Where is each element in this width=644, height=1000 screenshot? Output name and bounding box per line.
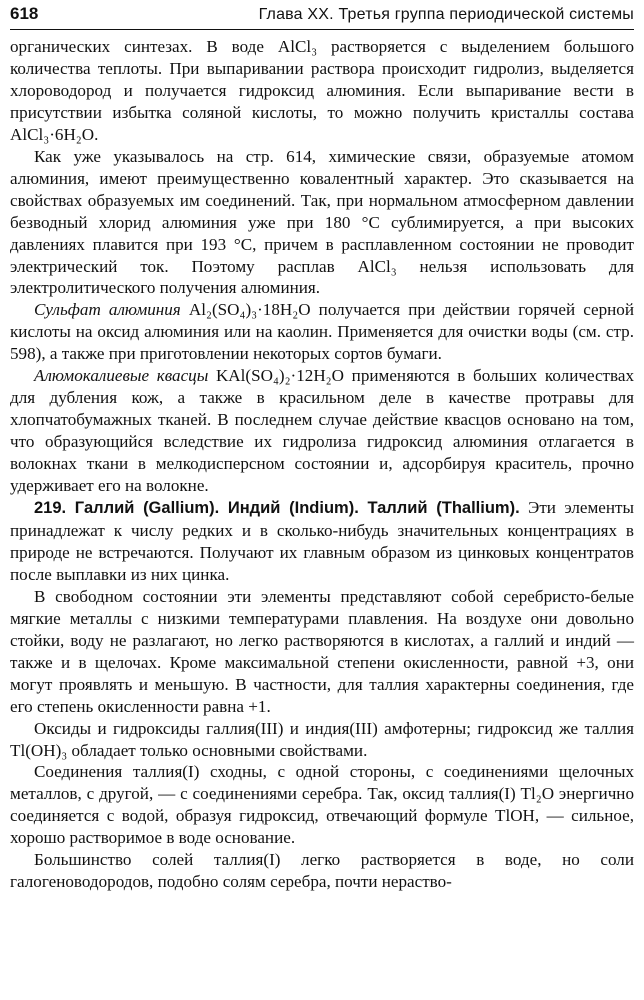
paragraph-text: Соединения таллия(I) сходны, с одной стороны, с соединениями щелочных металлов, с другой, — с соединениями серебра. Так, оксид таллия(I) Tl₂O энергично соединяется с водой, образуя гидроксид, отвечающий формуле TlOH, — сильное, хорошо растворимое в воде основание. xyxy=(10,762,634,848)
paragraph-text: органических синтезах. В воде AlCl₃ растворяется с выделением большого количества теплоты. При выпаривании раствора происходит гидролиз, выделяется хлороводород и получается гидроксид алюминия. Если выпаривание вести в присутствии избытка соляной кислоты, то можно получить кристаллы состава AlCl₃·6H₂O. xyxy=(10,37,634,144)
section-heading: 219. Галлий (Gallium). Индий (Indium). Таллий (Thallium). xyxy=(34,499,520,518)
paragraph-text: В свободном состоянии эти элементы представляют собой серебристо-белые мягкие металлы с низкими температурами плавления. На воздухе они довольно стойки, воду не разлагают, но легко растворяются в кислотах, а галлий и индий — также и в щелочах. Кроме максимальной степени окисленности, равной +3, они могут проявлять и меньшую. В частности, для таллия характерны соединения, где его степень окисленности равна +1. xyxy=(10,586,634,716)
paragraph-text: Эти элементы принадлежат к числу редких и в сколько-нибудь значительных концентрациях в природе не встречаются. Получают их главным образом из цинковых концентратов после выплавки из них цинка. xyxy=(10,498,634,584)
page-number: 618 xyxy=(10,4,39,23)
header-rule xyxy=(10,29,634,30)
paragraph xyxy=(10,586,634,718)
paragraph xyxy=(10,146,634,300)
paragraph xyxy=(10,299,634,365)
paragraph-text: Оксиды и гидроксиды галлия(III) и индия(III) амфотерны; гидроксид же таллия Tl(OH)₃ обладает только основными свойствами. xyxy=(10,718,634,760)
page-header xyxy=(10,4,634,26)
section-paragraph xyxy=(10,497,634,586)
paragraph xyxy=(10,849,634,893)
paragraph xyxy=(10,36,634,146)
paragraph xyxy=(10,365,634,497)
term-italic: Сульфат алюминия xyxy=(34,300,181,320)
term-italic: Алюмокалиевые квасцы xyxy=(34,366,209,386)
paragraph-text: KAl(SO₄)₂·12H₂O применяются в больших количествах для дубления кож, а также в красильном деле в качестве протравы для хлопчатобумажных тканей. В последнем случае действие квасцов основано на том, что образующийся вследствие их гидролиза гидроксид алюминия отлагается в волокнах ткани в мелкодисперсном состоянии и, адсорбируя краситель, прочно удерживает его на волокне. xyxy=(10,366,634,496)
paragraph xyxy=(10,761,634,849)
paragraph-text: Al₂(SO₄)₃·18H₂O получается при действии горячей серной кислоты на оксид алюминия или на каолин. Применяется для очистки воды (см. стр. 598), а также при приготовлении некоторых сортов бумаги. xyxy=(10,300,634,364)
running-title: Глава XX. Третья группа периодической системы xyxy=(258,6,634,23)
body-text xyxy=(10,36,634,893)
paragraph-text: Большинство солей таллия(I) легко растворяется в воде, но соли галогеноводородов, подобно солям серебра, почти нераство- xyxy=(10,850,634,892)
paragraph xyxy=(10,718,634,762)
paragraph-text: Как уже указывалось на стр. 614, химические связи, образуемые атомом алюминия, имеют преимущественно ковалентный характер. Это сказывается на свойствах образуемых им соединений. Так, при нормальном атмосферном давлении безводный хлорид алюминия уже при 180 °C сублимируется, а при высоких давлениях плавится при 193 °C, причем в расплавленном состоянии не проводит электрический ток. Поэтому расплав AlCl₃ нельзя использовать для электролитического получения алюминия. xyxy=(10,146,634,298)
